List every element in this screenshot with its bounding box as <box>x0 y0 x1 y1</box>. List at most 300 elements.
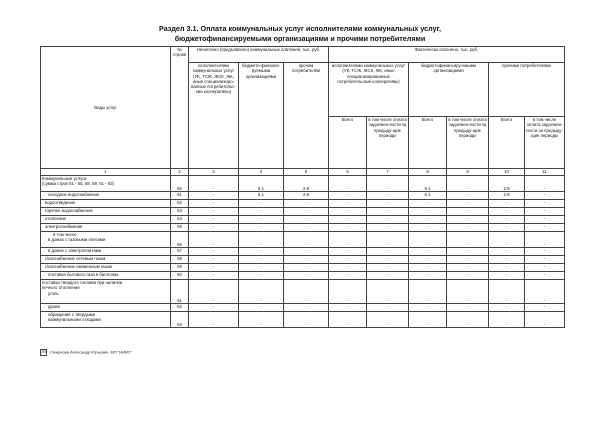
cell-value <box>329 248 367 256</box>
row-number <box>171 280 189 304</box>
row-label <box>41 216 171 224</box>
cell-value <box>367 208 409 216</box>
row-number <box>171 264 189 272</box>
cell-value-text: - <box>466 264 469 269</box>
table-row <box>41 176 565 192</box>
cell-value <box>489 200 525 208</box>
cell-value <box>239 256 284 264</box>
col-number: 7 <box>367 169 409 176</box>
cell-value-text: - <box>386 208 389 213</box>
row-label-line: коммунальными отходами <box>48 317 101 323</box>
cell-value <box>367 200 409 208</box>
cell-value <box>489 224 525 232</box>
row-number <box>171 192 189 200</box>
cell-value <box>284 256 329 264</box>
cell-value <box>239 280 284 304</box>
cell-value-text: - <box>386 264 389 269</box>
cell-value-text: - <box>505 248 508 253</box>
cell-value-text: - <box>466 200 469 205</box>
cell-value-text: - <box>466 297 469 303</box>
cell-value-text: - <box>260 241 262 247</box>
cell-value <box>409 192 447 200</box>
cell-value-text: - <box>543 200 546 205</box>
cell-value <box>189 248 239 256</box>
cell-value <box>409 232 447 248</box>
cell-value-text: 2.9 <box>503 185 510 191</box>
row-label <box>41 232 171 248</box>
cell-value-text: - <box>212 304 215 309</box>
cell-value-text: - <box>346 297 349 303</box>
cell-value <box>447 264 489 272</box>
cell-value <box>239 216 284 224</box>
table-row <box>41 304 565 312</box>
row-label-line: поставка твердого топлива при наличии <box>42 280 123 285</box>
cell-value-text: - <box>260 248 262 253</box>
cell-value <box>447 224 489 232</box>
cell-value-text: - <box>386 216 389 221</box>
cell-value-text: 2.9 <box>303 185 309 191</box>
cell-value-text: - <box>505 264 508 269</box>
cell-value <box>489 208 525 216</box>
row-label-line: дрова <box>48 304 60 309</box>
cell-value <box>329 280 367 304</box>
payments-table <box>40 46 565 328</box>
row-label <box>41 312 171 328</box>
cell-value <box>329 216 367 224</box>
cell-value <box>189 176 239 192</box>
cell-value <box>367 280 409 304</box>
cell-value <box>239 304 284 312</box>
row-label-line: газоснабжение сетевым газом <box>45 256 106 261</box>
cell-value-text: - <box>505 321 508 327</box>
cell-value-text: - <box>543 185 546 191</box>
cell-value-text: - <box>543 264 546 269</box>
cell-value-text: 6.1 <box>258 185 264 191</box>
header-acc-other: прочим потребителям <box>284 63 329 169</box>
cell-value <box>525 256 565 264</box>
cell-value <box>239 200 284 208</box>
cell-value <box>447 256 489 264</box>
cell-value-text: - <box>466 185 469 191</box>
cell-value <box>367 224 409 232</box>
col-number: 11 <box>525 169 565 176</box>
cell-value <box>189 224 239 232</box>
cell-value-text: - <box>346 248 349 253</box>
cell-value <box>409 264 447 272</box>
cell-value-text: - <box>543 304 546 309</box>
row-label-line: в домах с газовыми плитами <box>48 237 106 243</box>
cell-value <box>367 312 409 328</box>
cell-value-text: - <box>505 241 508 247</box>
cell-value-text: - <box>466 216 469 221</box>
cell-value-text: - <box>260 224 262 229</box>
cell-value-text: - <box>346 200 349 205</box>
cell-value-text: - <box>305 321 307 327</box>
header-services: Виды услуг <box>41 47 171 169</box>
cell-value <box>189 232 239 248</box>
cell-value-text: - <box>346 304 349 309</box>
cell-value-text: - <box>543 248 546 253</box>
cell-value <box>367 232 409 248</box>
section-title-line2: бюджетофинансируемыми организациями и прочими потребителями <box>174 34 426 43</box>
cell-value <box>329 200 367 208</box>
cell-value-text: 6.1 <box>424 185 431 191</box>
cell-value <box>189 312 239 328</box>
cell-value-text: - <box>426 297 429 303</box>
cell-value-text: - <box>426 224 429 229</box>
row-label-line: электроснабжение <box>45 224 83 229</box>
cell-value-text: - <box>386 200 389 205</box>
cell-value-text: - <box>346 256 349 261</box>
cell-value <box>367 192 409 200</box>
row-number <box>171 224 189 232</box>
cell-value-text: - <box>466 192 469 197</box>
table-row <box>41 272 565 280</box>
cell-value <box>409 208 447 216</box>
row-label-line: отопление <box>45 216 66 221</box>
cell-value <box>239 208 284 216</box>
row-label <box>41 264 171 272</box>
signature-text: Смирнова Александр Юрьевич, МП "НИИУ" <box>50 349 132 355</box>
row-number <box>171 312 189 328</box>
cell-value-text: - <box>212 241 215 247</box>
row-label <box>41 304 171 312</box>
cell-value-text: - <box>386 185 389 191</box>
cell-value <box>239 264 284 272</box>
cell-value-text: - <box>386 248 389 253</box>
cell-value-text: - <box>305 297 307 303</box>
cell-value <box>329 304 367 312</box>
cell-value <box>489 192 525 200</box>
row-label <box>41 176 171 192</box>
header-debt-other: в том числе оплата задолжен-ности за предыду-щие периоды <box>525 117 565 169</box>
cell-value <box>525 208 565 216</box>
cell-value-text: - <box>346 264 349 269</box>
cell-value-text: - <box>543 216 546 221</box>
cell-value <box>489 264 525 272</box>
cell-value <box>489 280 525 304</box>
cell-value-text: - <box>305 264 307 269</box>
cell-value-text: - <box>505 216 508 221</box>
cell-value <box>239 224 284 232</box>
cell-value-text: - <box>426 264 429 269</box>
row-number-text: 56 <box>177 241 182 247</box>
table-row <box>41 248 565 256</box>
cell-value-text: - <box>305 216 307 221</box>
cell-value <box>367 304 409 312</box>
row-number-text: 63 <box>177 321 182 327</box>
header-row-no: № строки <box>171 47 189 169</box>
cell-value <box>525 264 565 272</box>
cell-value-text: - <box>212 248 215 253</box>
col-number: 5 <box>284 169 329 176</box>
cell-value-text: - <box>260 264 262 269</box>
col-number: 10 <box>489 169 525 176</box>
cell-value <box>489 272 525 280</box>
cell-value <box>525 176 565 192</box>
header-accrued: Начислено (предъявлено) коммунальных платежей, тыс. руб. <box>189 47 329 63</box>
row-label <box>41 224 171 232</box>
cell-value <box>409 272 447 280</box>
cell-value <box>447 248 489 256</box>
cell-value <box>525 216 565 224</box>
row-label <box>41 192 171 200</box>
cell-value <box>329 224 367 232</box>
cell-value <box>409 224 447 232</box>
cell-value-text: - <box>505 304 508 309</box>
cell-value-text: - <box>305 272 307 277</box>
cell-value <box>409 248 447 256</box>
cell-value-text: - <box>212 297 215 303</box>
row-label <box>41 256 171 264</box>
row-label-line: водоотведение <box>45 200 76 205</box>
cell-value <box>284 176 329 192</box>
cell-value <box>447 216 489 224</box>
cell-value <box>284 304 329 312</box>
col-number: 4 <box>239 169 284 176</box>
cell-value-text: - <box>466 272 469 277</box>
cell-value-text: - <box>305 248 307 253</box>
cell-value-text: - <box>346 185 349 191</box>
cell-value <box>409 312 447 328</box>
row-number <box>171 208 189 216</box>
cell-value <box>189 216 239 224</box>
cell-value-text: - <box>305 208 307 213</box>
cell-value <box>525 224 565 232</box>
cell-value-text: - <box>505 297 508 303</box>
cell-value-text: - <box>212 224 215 229</box>
cell-value <box>239 248 284 256</box>
cell-value <box>409 256 447 264</box>
cell-value-text: - <box>260 272 262 277</box>
header-acc-executors: исполнителями коммунальных услуг (УК, ТСЖ, ЖСК, ЖК, иные специализиро-ванные потребительс-кие кооперативы) <box>189 63 239 169</box>
cell-value <box>329 312 367 328</box>
row-label <box>41 248 171 256</box>
cell-value-text: - <box>543 297 546 303</box>
cell-value-text: - <box>386 241 389 247</box>
row-number <box>171 304 189 312</box>
cell-value-text: 6.1 <box>258 192 264 197</box>
cell-value-text: - <box>386 297 389 303</box>
row-number <box>171 216 189 224</box>
cell-value-text: - <box>505 256 508 261</box>
cell-value <box>189 304 239 312</box>
header-paid-budget: бюджетофинансиру-емыми организациями <box>409 63 489 117</box>
table-row <box>41 232 565 248</box>
cell-value <box>329 264 367 272</box>
cell-value <box>189 256 239 264</box>
cell-value <box>489 248 525 256</box>
row-number-text: 57 <box>177 248 182 253</box>
row-label-line: газоснабжение сжиженным газом <box>45 264 112 269</box>
cell-value <box>189 200 239 208</box>
signature-footer <box>40 349 132 356</box>
cell-value <box>447 280 489 304</box>
cell-value-text: 6.1 <box>424 192 431 197</box>
cell-value <box>284 216 329 224</box>
table-row <box>41 200 565 208</box>
row-number-text: 55 <box>177 224 182 229</box>
cell-value <box>284 224 329 232</box>
row-label-line: Коммунальные услуги <box>42 176 87 181</box>
cell-value-text: - <box>305 241 307 247</box>
cell-value <box>239 176 284 192</box>
row-number-text: 59 <box>177 264 182 269</box>
cell-value-text: - <box>260 321 262 327</box>
cell-value-text: - <box>426 241 429 247</box>
cell-value <box>489 216 525 224</box>
cell-value <box>409 200 447 208</box>
cell-value-text: - <box>305 256 307 261</box>
cell-value <box>525 304 565 312</box>
cell-value <box>489 256 525 264</box>
header-paid-other: прочими потребителями <box>489 63 565 117</box>
cell-value <box>239 192 284 200</box>
header-debt-executors: в том числе оплата задолжен-ности за предыду-щие периоды <box>367 117 409 169</box>
cell-value <box>189 264 239 272</box>
row-number-text: 52 <box>177 200 182 205</box>
table-row <box>41 208 565 216</box>
cell-value-text: - <box>426 256 429 261</box>
row-number-text: 53 <box>177 208 182 213</box>
cell-value <box>489 304 525 312</box>
cell-value-text: - <box>386 192 389 197</box>
signature-icon: ЭП <box>41 350 47 354</box>
col-number: 9 <box>447 169 489 176</box>
cell-value <box>284 200 329 208</box>
cell-value <box>239 232 284 248</box>
cell-value-text: - <box>386 224 389 229</box>
cell-value-text: - <box>260 208 262 213</box>
header-debt-budget: в том числе оплата задолжен-ности за предыду-щие периоды <box>447 117 489 169</box>
cell-value <box>489 312 525 328</box>
cell-value <box>525 280 565 304</box>
col-number: 6 <box>329 169 367 176</box>
cell-value <box>239 272 284 280</box>
cell-value-text: - <box>543 192 546 197</box>
row-number <box>171 200 189 208</box>
cell-value-text: - <box>212 272 215 277</box>
header-acc-budget: бюджето-финанси-руемыми организациями <box>239 63 284 169</box>
cell-value-text: - <box>305 224 307 229</box>
cell-value <box>447 304 489 312</box>
cell-value <box>329 192 367 200</box>
cell-value <box>409 216 447 224</box>
cell-value-text: - <box>426 216 429 221</box>
header-paid-executors: исполнителями коммунальных услуг (УК, ТСЖ, ЖСК, ЖК, иные специализированные потребительские кооперативы) <box>329 63 409 117</box>
row-number <box>171 248 189 256</box>
row-label <box>41 208 171 216</box>
cell-value-text: - <box>346 241 349 247</box>
cell-value <box>329 208 367 216</box>
cell-value-text: - <box>543 224 546 229</box>
cell-value <box>447 208 489 216</box>
cell-value <box>447 176 489 192</box>
table-row <box>41 224 565 232</box>
col-number: 1 <box>41 169 171 176</box>
cell-value-text: - <box>212 256 215 261</box>
row-label-line: уголь <box>48 290 59 296</box>
cell-value <box>489 176 525 192</box>
cell-value-text: - <box>543 241 546 247</box>
cell-value-text: - <box>346 208 349 213</box>
cell-value <box>189 272 239 280</box>
cell-value-text: - <box>260 297 262 303</box>
cell-value-text: - <box>212 321 215 327</box>
cell-value-text: - <box>212 264 215 269</box>
cell-value <box>489 232 525 248</box>
cell-value <box>525 200 565 208</box>
cell-value <box>367 216 409 224</box>
table-row <box>41 280 565 304</box>
cell-value <box>329 176 367 192</box>
cell-value <box>525 232 565 248</box>
cell-value-text: - <box>466 241 469 247</box>
header-total-budget: Всего <box>409 117 447 169</box>
header-total-other: Всего <box>489 117 525 169</box>
header-total-executors: Всего <box>329 117 367 169</box>
cell-value <box>189 208 239 216</box>
row-label <box>41 272 171 280</box>
row-label-line: печного отопления <box>42 285 80 291</box>
row-number <box>171 232 189 248</box>
cell-value <box>329 256 367 264</box>
cell-value <box>367 256 409 264</box>
cell-value-text: - <box>260 304 262 309</box>
cell-value-text: - <box>212 208 215 213</box>
cell-value <box>284 312 329 328</box>
cell-value-text: - <box>426 321 429 327</box>
cell-value <box>525 248 565 256</box>
cell-value <box>447 272 489 280</box>
cell-value-text: - <box>212 216 215 221</box>
cell-value-text: - <box>346 224 349 229</box>
cell-value <box>367 176 409 192</box>
row-label <box>41 280 171 304</box>
cell-value <box>284 272 329 280</box>
cell-value <box>367 264 409 272</box>
cell-value <box>367 248 409 256</box>
cell-value <box>284 208 329 216</box>
cell-value <box>409 304 447 312</box>
cell-value <box>329 232 367 248</box>
section-title <box>60 24 540 44</box>
cell-value-text: - <box>426 208 429 213</box>
cell-value <box>284 232 329 248</box>
cell-value-text: - <box>505 224 508 229</box>
cell-value-text: - <box>305 200 307 205</box>
cell-value-text: - <box>426 200 429 205</box>
cell-value-text: - <box>386 304 389 309</box>
cell-value-text: - <box>260 200 262 205</box>
cell-value-text: - <box>543 256 546 261</box>
table-row <box>41 256 565 264</box>
row-label-line: (сумма строк 51 - 55, 58, 59, 61 - 63) <box>42 181 115 187</box>
cell-value-text: - <box>466 224 469 229</box>
cell-value-text: - <box>386 256 389 261</box>
row-number-text: 54 <box>177 216 182 221</box>
cell-value-text: - <box>346 192 349 197</box>
row-number-text: 60 <box>177 272 182 277</box>
cell-value-text: - <box>543 208 546 213</box>
cell-value-text: - <box>346 321 349 327</box>
cell-value <box>525 312 565 328</box>
row-label-line: холодное водоснабжение <box>48 192 100 197</box>
cell-value <box>239 312 284 328</box>
cell-value-text: - <box>505 208 508 213</box>
table-body <box>41 176 565 328</box>
cell-value-text: - <box>543 272 546 277</box>
